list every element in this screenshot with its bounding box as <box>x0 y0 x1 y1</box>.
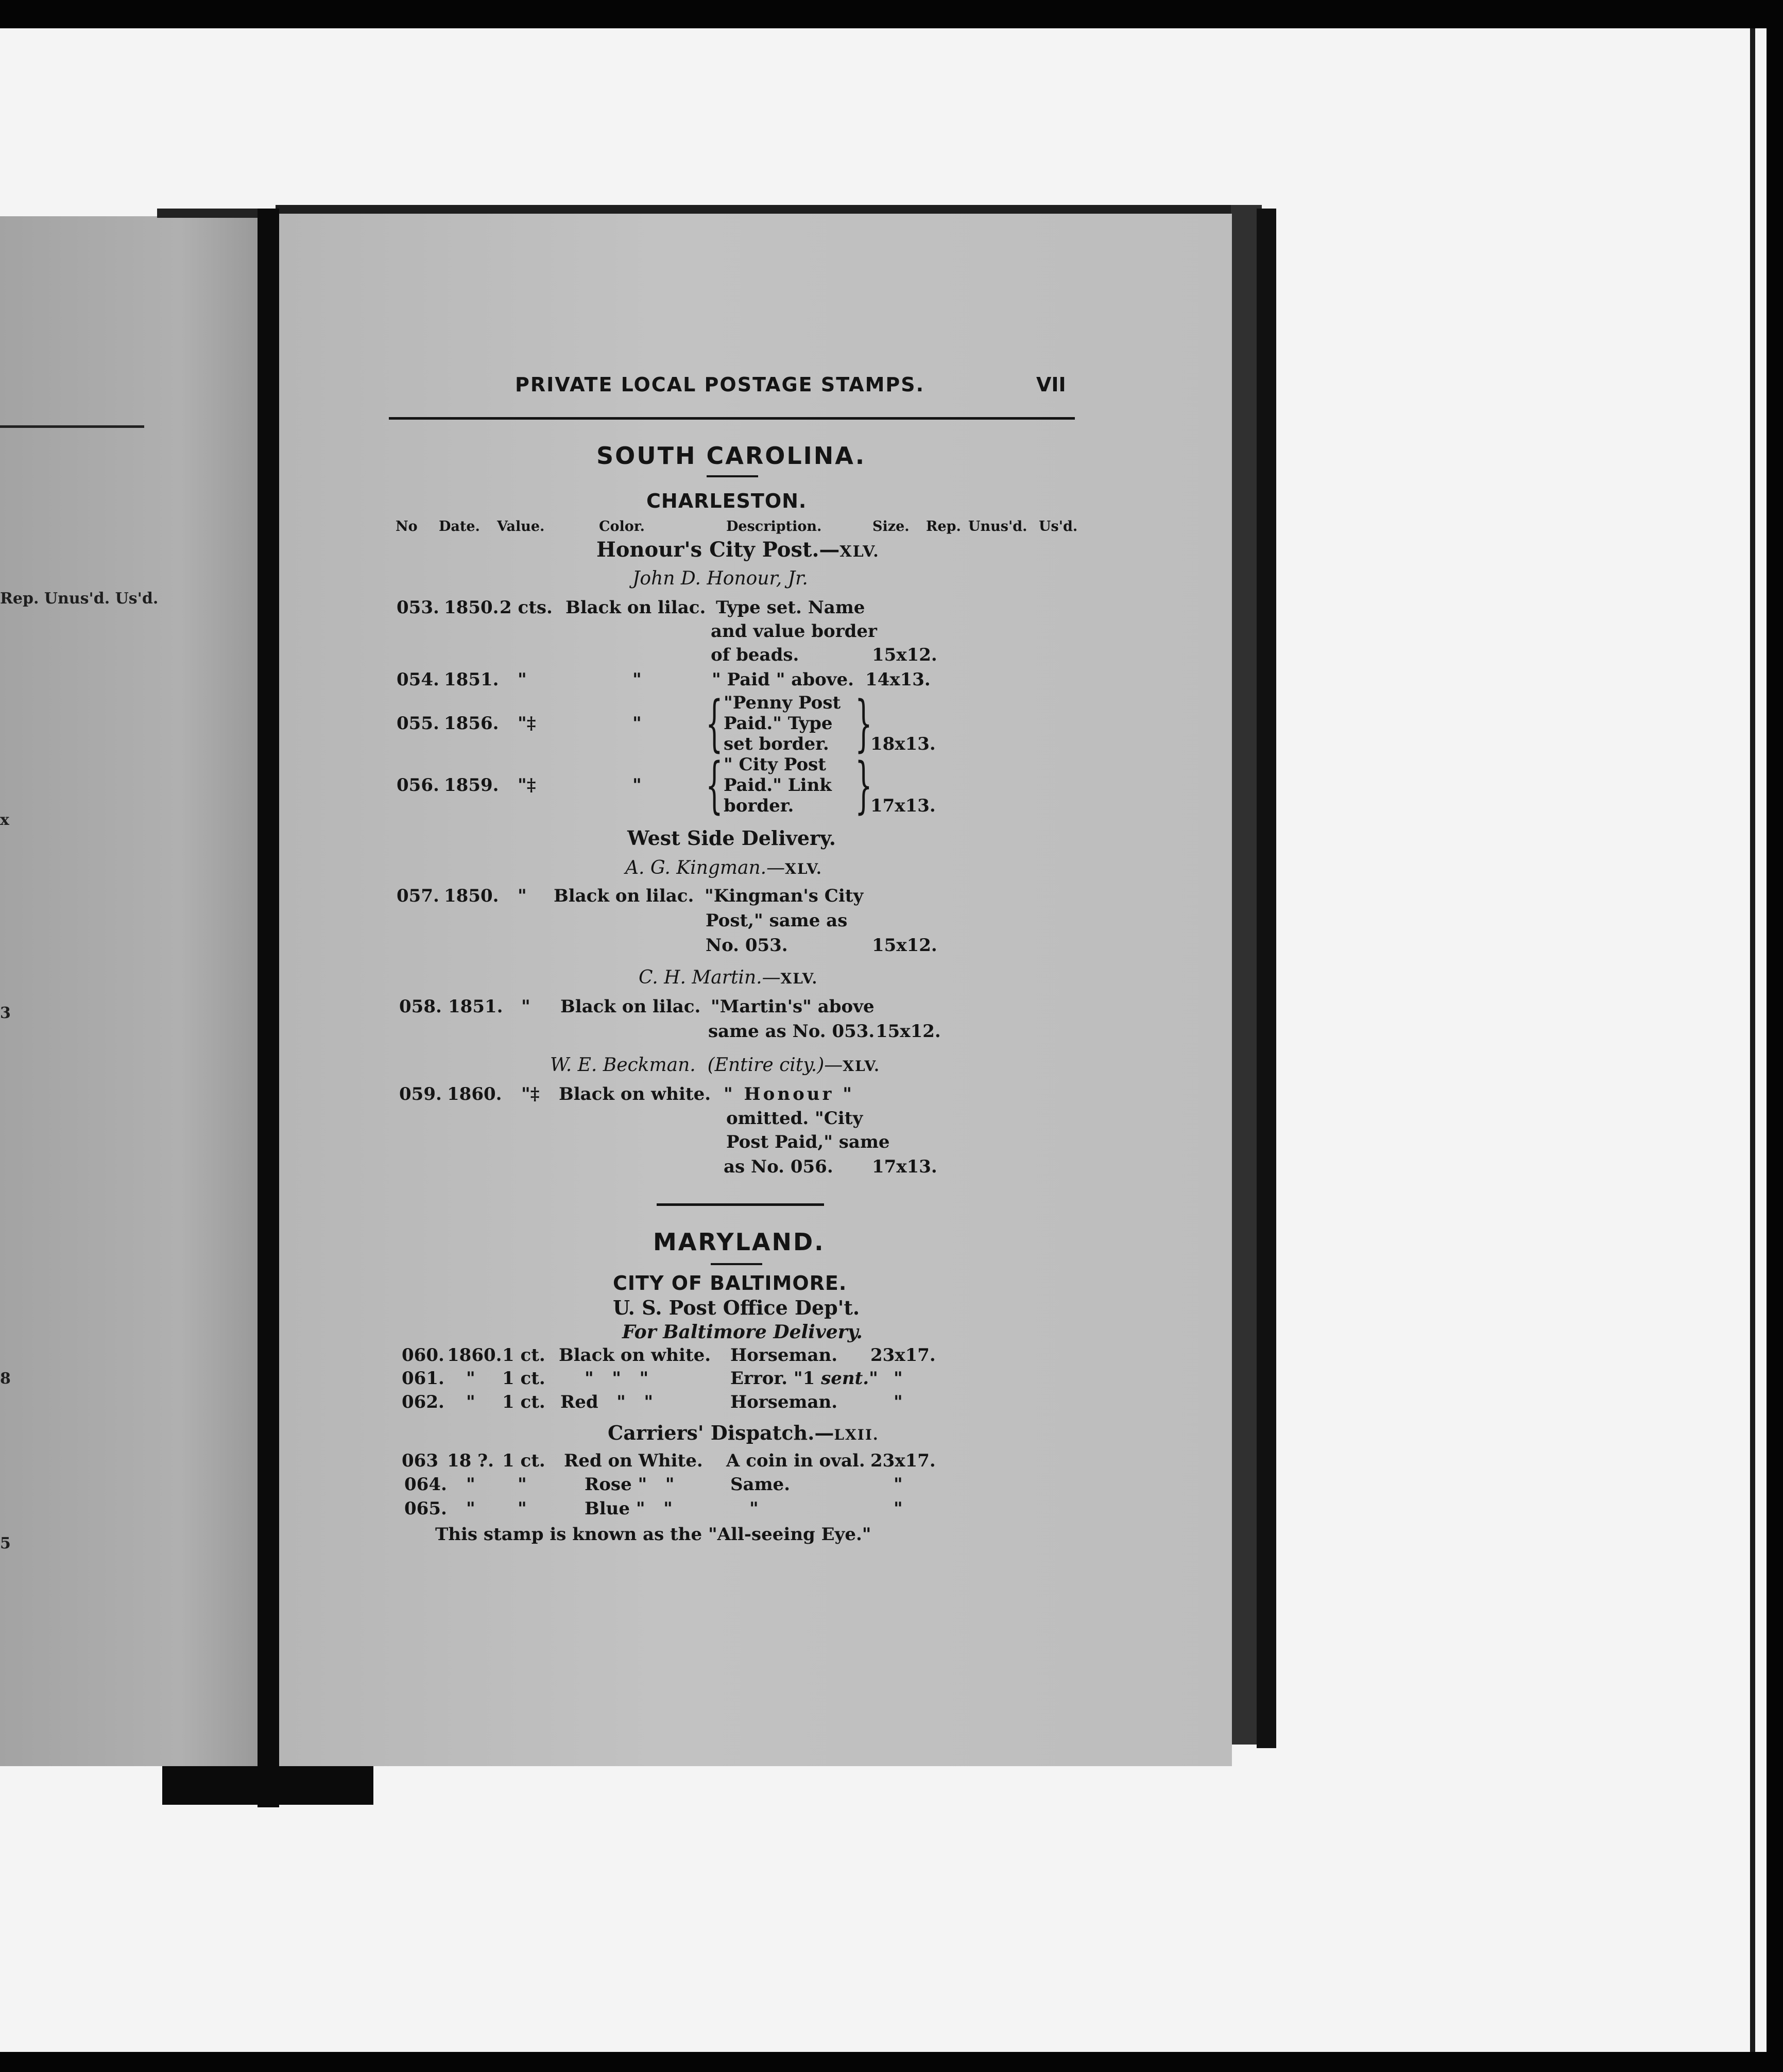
cell-color: Blue " " <box>585 1498 673 1519</box>
city-heading: CITY OF BALTIMORE. <box>613 1272 847 1294</box>
column-header-date: Date. <box>439 519 480 534</box>
cell-no: 057. <box>397 886 439 906</box>
cell-no: 061. <box>402 1368 444 1389</box>
cell-no: 056. <box>397 775 439 796</box>
column-header-value: Value. <box>497 519 545 534</box>
cell-size: 18x13. <box>870 734 936 754</box>
cell-size: 15x12. <box>872 935 937 956</box>
state-heading: MARYLAND. <box>653 1228 825 1256</box>
cell-date: 1856. <box>444 713 499 734</box>
cell-description: Post Paid," same <box>726 1132 890 1152</box>
cell-description: "Penny Post <box>724 693 841 713</box>
group-subheading: W. E. Beckman. (Entire city.)—XLV. <box>550 1055 880 1076</box>
cell-color: Red on White. <box>564 1451 703 1471</box>
spine-tab <box>162 1766 373 1805</box>
cell-no: 060. <box>402 1345 444 1366</box>
cell-description: set border. <box>724 734 829 754</box>
left-page-header-fragment: Rep. Unus'd. Us'd. <box>0 590 159 608</box>
cell-description: Horseman. <box>730 1392 838 1412</box>
cell-color: Black on white. <box>559 1345 711 1366</box>
cell-description: border. <box>724 796 794 816</box>
cell-value: 1 ct. <box>502 1392 545 1412</box>
cell-description: Type set. Name <box>716 597 865 618</box>
cell-date: 1860. <box>447 1345 502 1366</box>
cell-description: Error. "1 sent." <box>730 1368 878 1389</box>
cell-size: " <box>894 1392 903 1412</box>
cell-description: Horseman. <box>730 1345 838 1366</box>
cell-no: 063 <box>402 1451 438 1471</box>
cell-value: " <box>518 1498 527 1519</box>
column-header-used: Us'd. <box>1039 519 1078 534</box>
cell-date: 1850. <box>444 886 499 906</box>
cell-color: " " " <box>585 1368 649 1389</box>
film-frame-right <box>1767 0 1783 2072</box>
cell-value: " <box>518 886 527 906</box>
cell-date: 1859. <box>444 775 499 796</box>
cell-size: " <box>894 1474 903 1495</box>
cell-date: 18 ?. <box>447 1451 494 1471</box>
column-header-unused: Unus'd. <box>968 519 1027 534</box>
cell-color: Black on lilac. <box>565 597 706 618</box>
cell-color: Black on lilac. <box>560 996 701 1017</box>
cell-no: 062. <box>402 1392 444 1412</box>
cell-color: " <box>632 713 642 734</box>
cell-value: " <box>518 1474 527 1495</box>
section-rule <box>657 1203 824 1206</box>
cell-description: "Martin's" above <box>711 996 875 1017</box>
left-page-margin-char: 5 <box>0 1534 11 1552</box>
book-spine <box>258 209 279 1807</box>
cell-date: " <box>466 1498 475 1519</box>
film-frame-right-inner <box>1750 28 1755 2052</box>
state-rule <box>711 1263 762 1265</box>
column-header-description: Description. <box>726 519 822 534</box>
right-cover-edge-shadow <box>1257 209 1276 1748</box>
city-heading: CHARLESTON. <box>646 490 807 512</box>
film-frame-top <box>0 0 1783 28</box>
cell-description: " <box>749 1498 759 1519</box>
cell-description: " Honour " <box>724 1084 854 1104</box>
cell-value: " <box>521 996 530 1017</box>
cell-description: and value border <box>711 621 877 642</box>
head-rule <box>389 417 1075 420</box>
column-header-color: Color. <box>599 519 645 534</box>
cell-value: "‡ <box>518 775 536 796</box>
cell-size: 17x13. <box>872 1156 937 1177</box>
film-frame-bottom <box>0 2052 1783 2072</box>
group-subheading: For Baltimore Delivery. <box>622 1321 863 1343</box>
cell-description: Paid." Type <box>724 713 833 734</box>
cell-value: 1 ct. <box>502 1451 545 1471</box>
state-rule <box>707 475 758 477</box>
right-brace: } <box>855 749 872 820</box>
column-header-size: Size. <box>872 519 910 534</box>
group-subheading: A. G. Kingman.—XLV. <box>625 857 822 878</box>
cell-date: " <box>466 1474 475 1495</box>
cell-size: " <box>894 1498 903 1519</box>
cell-description: " City Post <box>724 754 827 775</box>
state-heading: SOUTH CAROLINA. <box>596 442 866 470</box>
cell-description: No. 053. <box>706 935 788 956</box>
cell-value: "‡ <box>521 1084 540 1104</box>
cell-no: 065. <box>404 1498 447 1519</box>
group-heading: Honour's City Post.—XLV. <box>596 538 880 562</box>
cell-color: Black on lilac. <box>554 886 694 906</box>
group-subheading: John D. Honour, Jr. <box>632 568 808 589</box>
cell-date: " <box>466 1368 475 1389</box>
cell-description: Same. <box>730 1474 791 1495</box>
group-heading: Carriers' Dispatch.—LXII. <box>608 1421 879 1444</box>
column-header-rep: Rep. <box>926 519 961 534</box>
cell-no: 053. <box>397 597 439 618</box>
cell-date: 1851. <box>444 669 499 690</box>
left-brace: { <box>706 687 723 758</box>
column-header-no: No <box>396 519 418 534</box>
cell-description: "Kingman's City <box>705 886 864 906</box>
right-brace: } <box>855 687 872 758</box>
group-heading: U. S. Post Office Dep't. <box>613 1296 860 1319</box>
left-page-margin-char: 8 <box>0 1370 11 1388</box>
cell-date: 1860. <box>447 1084 502 1104</box>
cell-description: same as No. 053. <box>708 1021 875 1042</box>
page-number: VII <box>1036 373 1066 396</box>
cell-size: 17x13. <box>870 796 936 816</box>
left-brace: { <box>706 749 723 820</box>
left-page-margin-char: x <box>0 811 9 829</box>
cell-no: 055. <box>397 713 439 734</box>
cell-description: A coin in oval. <box>726 1451 865 1471</box>
cell-size: 15x12. <box>872 645 937 665</box>
cell-color: Black on white. <box>559 1084 711 1104</box>
cell-date: 1851. <box>448 996 503 1017</box>
cell-value: 1 ct. <box>502 1345 545 1366</box>
cell-no: 054. <box>397 669 439 690</box>
left-page-margin-char: 3 <box>0 1004 11 1022</box>
right-cover-top-edge <box>276 205 1257 214</box>
cell-description: omitted. "City <box>726 1108 863 1129</box>
group-subheading: C. H. Martin.—XLV. <box>639 967 818 988</box>
cell-size: 15x12. <box>876 1021 941 1042</box>
cell-value: 2 cts. <box>500 597 553 618</box>
cell-value: 1 ct. <box>502 1368 545 1389</box>
cell-date: 1850. <box>444 597 499 618</box>
footnote: This stamp is known as the "All-seeing Eye." <box>435 1524 871 1545</box>
cell-value: "‡ <box>518 713 536 734</box>
left-page <box>0 216 258 1766</box>
cell-description: as No. 056. <box>724 1156 833 1177</box>
cell-color: Red " " <box>560 1392 654 1412</box>
cell-no: 058. <box>399 996 442 1017</box>
cell-size: 23x17. <box>870 1345 936 1366</box>
left-page-top-edge <box>157 209 258 218</box>
cell-description: Paid." Link <box>724 775 832 796</box>
cell-color: " <box>632 775 642 796</box>
cell-color: " <box>632 669 642 690</box>
cell-no: 059. <box>399 1084 442 1104</box>
cell-size: 14x13. <box>865 669 931 690</box>
cell-size: 23x17. <box>870 1451 936 1471</box>
running-head: PRIVATE LOCAL POSTAGE STAMPS. <box>515 373 925 396</box>
cell-date: " <box>466 1392 475 1412</box>
group-heading: West Side Delivery. <box>627 826 836 850</box>
cell-description: " Paid " above. <box>712 669 854 690</box>
left-page-rule <box>0 425 144 428</box>
cell-description: of beads. <box>711 645 799 665</box>
cell-size: " <box>894 1368 903 1389</box>
cell-no: 064. <box>404 1474 447 1495</box>
cell-color: Rose " " <box>585 1474 675 1495</box>
cell-value: " <box>518 669 527 690</box>
cell-description: Post," same as <box>706 910 848 931</box>
